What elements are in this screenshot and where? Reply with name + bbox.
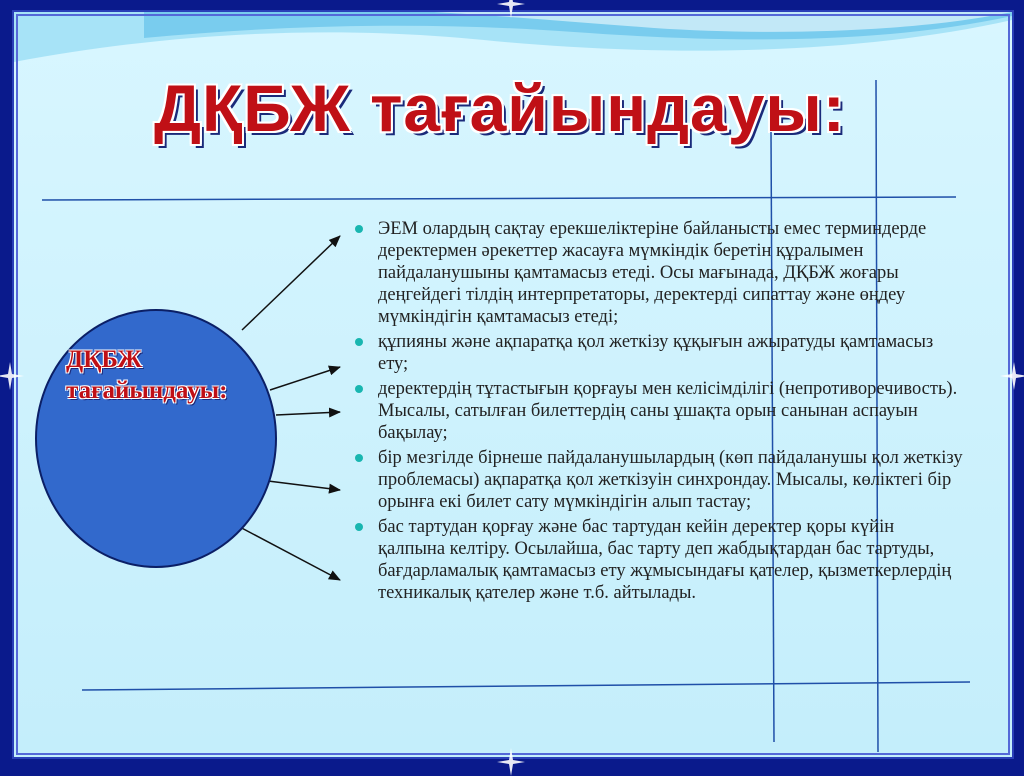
sparkle-icon (1000, 362, 1024, 390)
slide (12, 10, 1014, 759)
bullet-icon (355, 454, 363, 462)
bullet-text: бір мезгілде бірнеше пайдаланушылардың (көп пайдаланушы қол жеткізу проблемасы) ақпаратқа қол жеткізуін синхрондау. Мысалы, көліктегі бір орынға екі билет сату мүмкіндігін алып тастау; (378, 448, 963, 512)
bullet-icon (355, 523, 363, 531)
list-item (350, 218, 965, 328)
slide-title: ДҚБЖ тағайындауы: (154, 71, 846, 145)
circle-label-line2: тағайындауы: (66, 377, 228, 404)
list-item (350, 447, 965, 513)
bullet-text: деректердің тұтастығын қорғауы мен келісімділігі (непротиворечивость). Мысалы, сатылған билеттердің саны ұшақта орын санынан аспауын бақылау; (378, 379, 958, 443)
sparkle-icon (497, 748, 525, 776)
bullet-icon (355, 225, 363, 233)
bullet-icon (355, 338, 363, 346)
circle-label (66, 344, 228, 406)
sparkle-icon (497, 0, 525, 18)
bullet-text: ЭЕМ олардың сақтау ерекшеліктеріне байланысты емес терминдерде деректермен әрекеттер жасауға мүмкіндік беретін құралымен пайдаланушыны қамтамасыз етеді. Осы мағынада, ДҚБЖ жоғары деңгейдегі тілдің интерпретаторы, деректерді сипаттау және өңдеу мүмкіндігін қамтамасыз етеді; (378, 219, 927, 327)
bullet-icon (355, 385, 363, 393)
circle-label-line1: ДҚБЖ (66, 346, 142, 373)
sparkle-icon (0, 362, 24, 390)
list-item (350, 378, 965, 444)
bullet-list (350, 218, 965, 607)
list-item (350, 516, 965, 604)
list-item (350, 331, 965, 375)
bullet-text: құпияны және ақпаратқа қол жеткізу құқығын ажыратуды қамтамасыз ету; (378, 332, 934, 374)
bullet-text: бас тартудан қорғау және бас тартудан кейін деректер қоры күйін қалпына келтіру. Осылайша, бас тарту деп жабдықтардан бас тартуды, бағдарламалық қамтамасыз ету жұмысындағы қателер, қызметкерлердің техникалық қателер және т.б. айтылады. (378, 517, 952, 603)
